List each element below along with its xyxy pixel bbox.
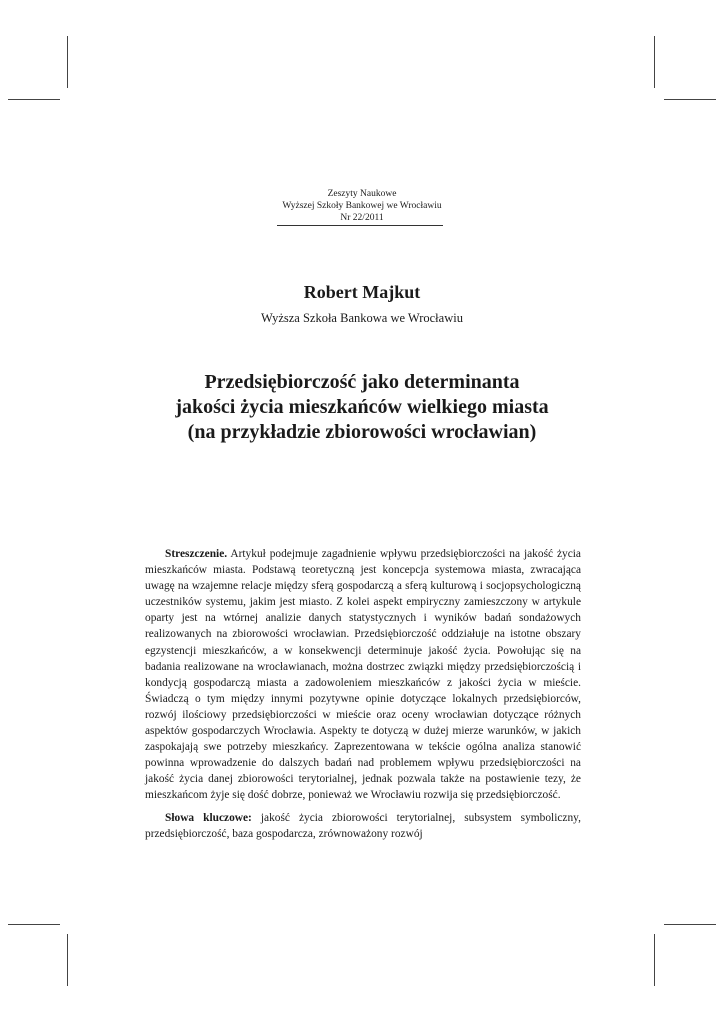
title-line-2: jakości życia mieszkańców wielkiego miasta xyxy=(175,396,549,418)
paper-title xyxy=(0,370,724,445)
journal-name: Zeszyty Naukowe xyxy=(327,189,397,199)
abstract-paragraph xyxy=(145,546,581,804)
crop-mark-top-right-horizontal xyxy=(664,99,716,100)
crop-mark-top-left-horizontal xyxy=(8,99,60,100)
keywords-paragraph xyxy=(145,810,581,842)
crop-mark-top-right-vertical xyxy=(654,36,655,88)
author-name: Robert Majkut xyxy=(303,282,421,302)
journal-header xyxy=(0,188,724,224)
abstract-block xyxy=(145,546,581,842)
title-line-3: (na przykładzie zbiorowości wrocławian) xyxy=(187,421,537,443)
abstract-label: Streszczenie. xyxy=(165,548,228,560)
crop-mark-bottom-left-horizontal xyxy=(8,924,60,925)
author-affiliation: Wyższa Szkoła Bankowa we Wrocławiu xyxy=(261,311,463,325)
crop-mark-bottom-right-vertical xyxy=(654,934,655,986)
crop-mark-top-left-vertical xyxy=(67,36,68,88)
keywords-text: jakość życia zbiorowości terytorialnej, subsystem symboliczny, przedsiębiorczość, baza gospodarcza, zrównoważony rozwój xyxy=(145,811,581,840)
crop-mark-bottom-right-horizontal xyxy=(664,924,716,925)
journal-header-rule xyxy=(277,225,443,226)
title-line-1: Przedsiębiorczość jako determinanta xyxy=(204,371,520,393)
journal-issue: Nr 22/2011 xyxy=(340,213,384,223)
keywords-label: Słowa kluczowe: xyxy=(165,811,252,824)
crop-mark-bottom-left-vertical xyxy=(67,934,68,986)
abstract-text: Artykuł podejmuje zagadnienie wpływu przedsiębiorczości na jakość życia mieszkańców miasta. Podstawą teoretyczną jest koncepcja systemowa miasta, zwracająca uwagę na wzajemne relacje między sferą gospodarczą a sferą kulturową i socjopsychologiczną uczestników systemu, jakim jest miasto. Z kolei aspekt empiryczny zamieszczony w artykule oparty jest na wtórnej analizie danych statystycznych i wyników badań sondażowych realizowanych na zbiorowości wrocławian. Przedsiębiorczość oddziałuje na istotne obszary egzystencji mieszkańców, a w konsekwencji determinuje jakość życia. Powołując się na badania realizowane na wrocławianach, można dostrzec związki między przedsiębiorczością i kondycją gospodarczą miasta a zadowoleniem mieszkańców z jakości życia w mieście. Świadczą o tym między innymi pozytywne opinie dotyczące lokalnych przedsiębiorców, rozwój ilościowy przedsiębiorczości w mieście oraz oceny wrocławian dotyczące różnych aspektów gospodarczych Wrocławia. Aspekty te dotyczą w dużej mierze warunków, w jakich zaspokajają swe potrzeby mieszkańcy. Zaprezentowana w tekście ogólna analiza stanowić powinna wprowadzenie do dalszych badań nad problemem wpływu przedsiębiorczości na jakość życia danej zbiorowości terytorialnej, jednak pozwala także na postawienie tezy, że mieszkańcom żyje się dość dobrze, ponieważ we Wrocławiu rozwija się przedsiębiorczość. xyxy=(145,548,581,802)
journal-institution: Wyższej Szkoły Bankowej we Wrocławiu xyxy=(282,201,442,211)
